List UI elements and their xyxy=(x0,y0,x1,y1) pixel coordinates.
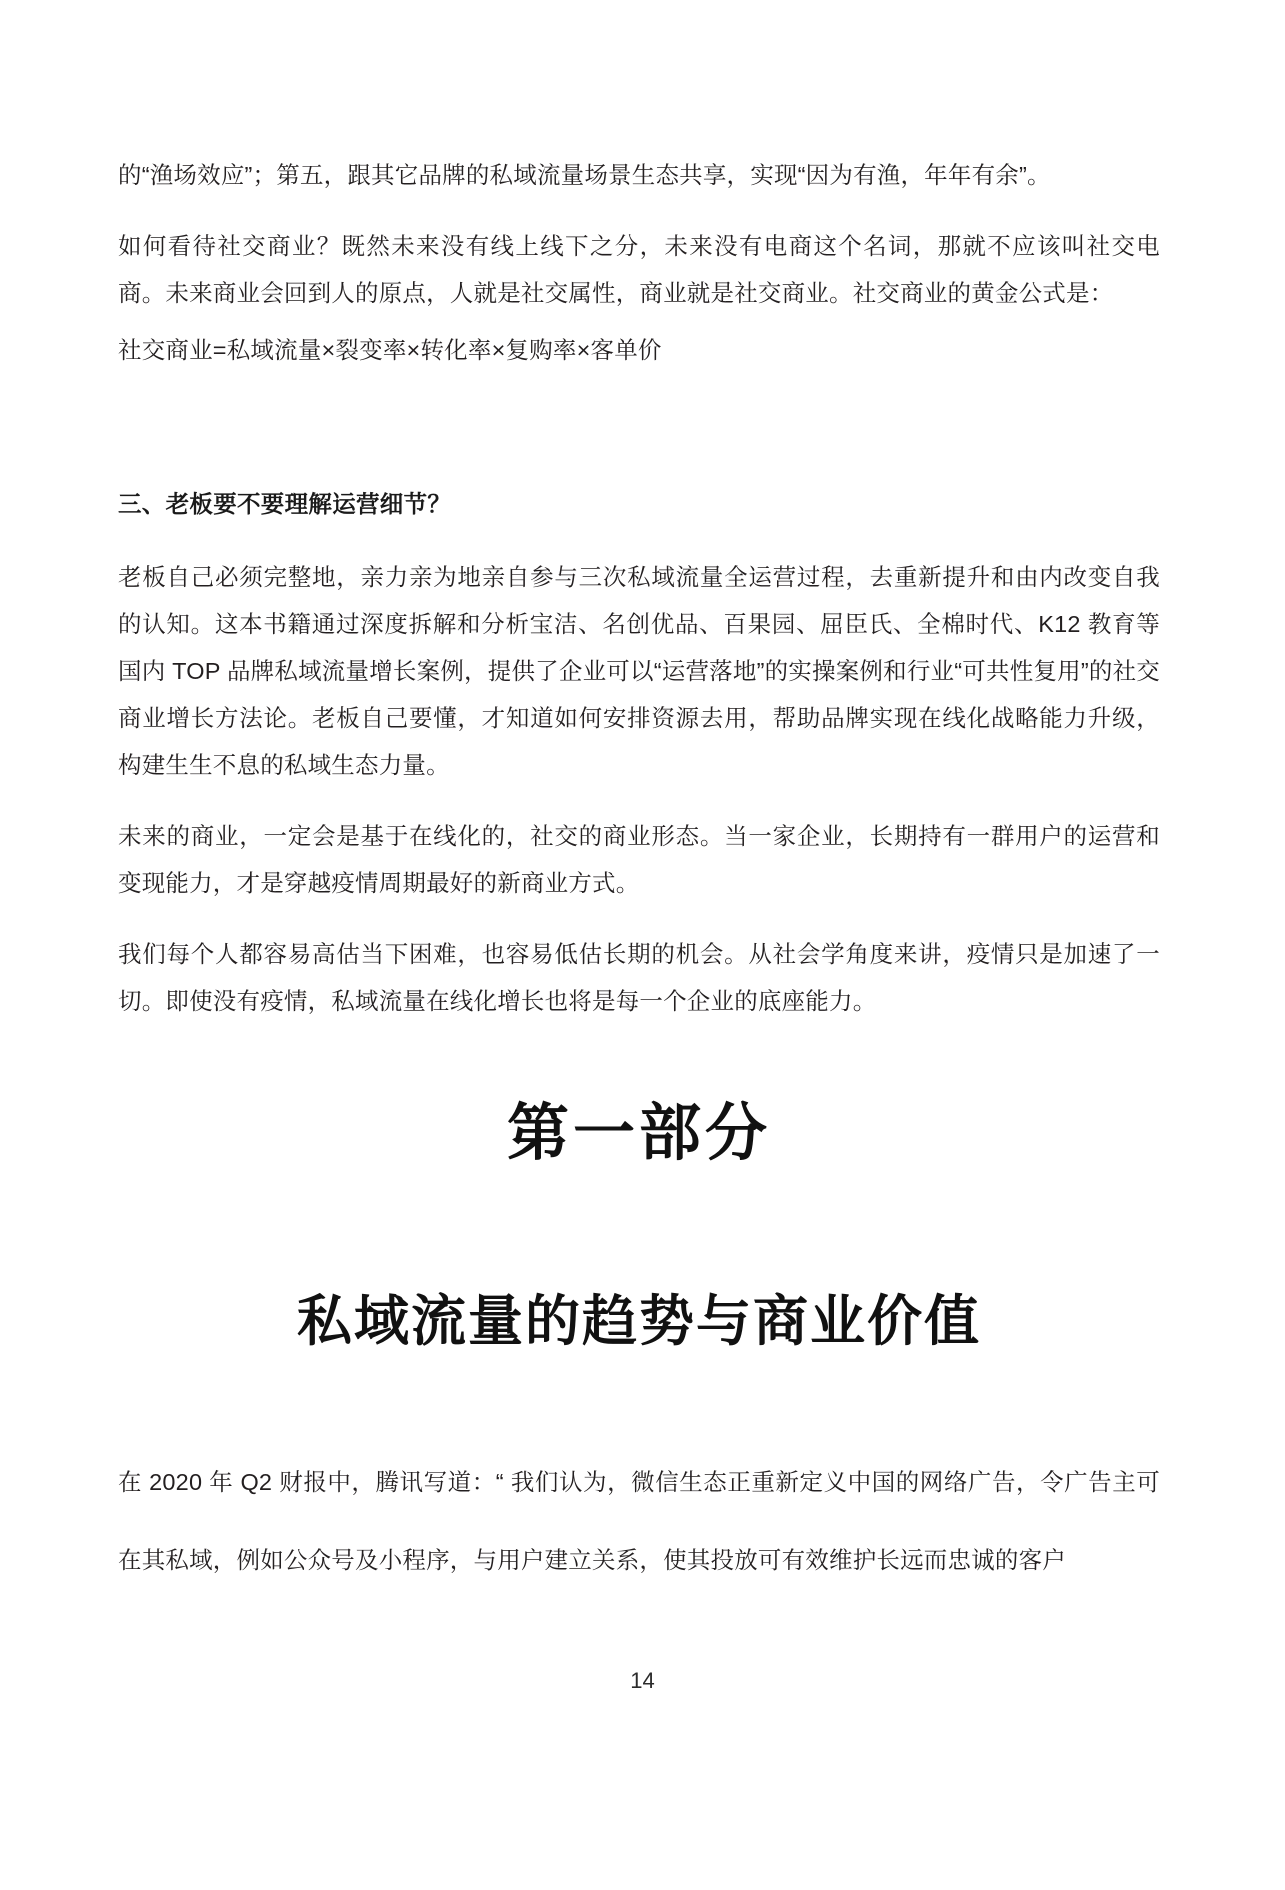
spacer-between-titles xyxy=(118,1173,1160,1285)
section-heading-three: 三、老板要不要理解运营细节？ xyxy=(118,491,452,517)
paragraph-continuation: 的“渔场效应”；第五，跟其它品牌的私域流量场景生态共享，实现“因为有渔，年年有余”。 xyxy=(118,162,1051,188)
paragraph-tencent-quote: 在 2020 年 Q2 财报中，腾讯写道：“ 我们认为，微信生态正重新定义中国的网络广告，令广告主可在其私域，例如公众号及小程序，与用户建立关系，使其投放可有效维护长远而忠诚的客户 xyxy=(118,1469,1160,1573)
part-subtitle: 私域流量的趋势与商业价值 xyxy=(296,1290,981,1352)
paragraph-future-business: 未来的商业，一定会是基于在线化的，社交的商业形态。当一家企业，长期持有一群用户的运营和变现能力，才是穿越疫情周期最好的新商业方式。 xyxy=(118,823,1160,896)
spacer-after-part-subtitle xyxy=(118,1357,1160,1443)
spacer-after-heading xyxy=(118,524,1160,554)
paragraph-social-commerce: 如何看待社交商业？既然未来没有线上线下之分，未来没有电商这个名词，那就不应该叫社交电商。未来商业会回到人的原点，人就是社交属性，商业就是社交商业。社交商业的黄金公式是： xyxy=(118,233,1160,306)
part-title: 第一部分 xyxy=(506,1099,771,1168)
paragraph-boss-operations: 老板自己必须完整地，亲力亲为地亲自参与三次私域流量全运营过程，去重新提升和由内改变自我的认知。这本书籍通过深度拆解和分析宝洁、名创优品、百果园、屈臣氏、全棉时代、K12 教育等国内 TOP 品牌私域流量增长案例，提供了企业可以“运营落地”的实操案例和行业“可共性复用”的社交商业增长方法论。老板自己要懂，才知道如何安排资源去用，帮助品牌实现在线化战略能力升级，构建生生不息的私域生态力量。 xyxy=(118,564,1160,778)
page-number: 14 xyxy=(630,1668,655,1693)
golden-formula: 社交商业=私域流量×裂变率×转化率×复购率×客单价 xyxy=(118,337,662,363)
paragraph-overestimate: 我们每个人都容易高估当下困难，也容易低估长期的机会。从社会学角度来讲，疫情只是加速了一切。即使没有疫情，私域流量在线化增长也将是每一个企业的底座能力。 xyxy=(118,941,1160,1014)
spacer-before-heading xyxy=(118,398,1160,484)
page-content xyxy=(118,152,1160,1599)
spacer-before-part-title xyxy=(118,1049,1160,1095)
